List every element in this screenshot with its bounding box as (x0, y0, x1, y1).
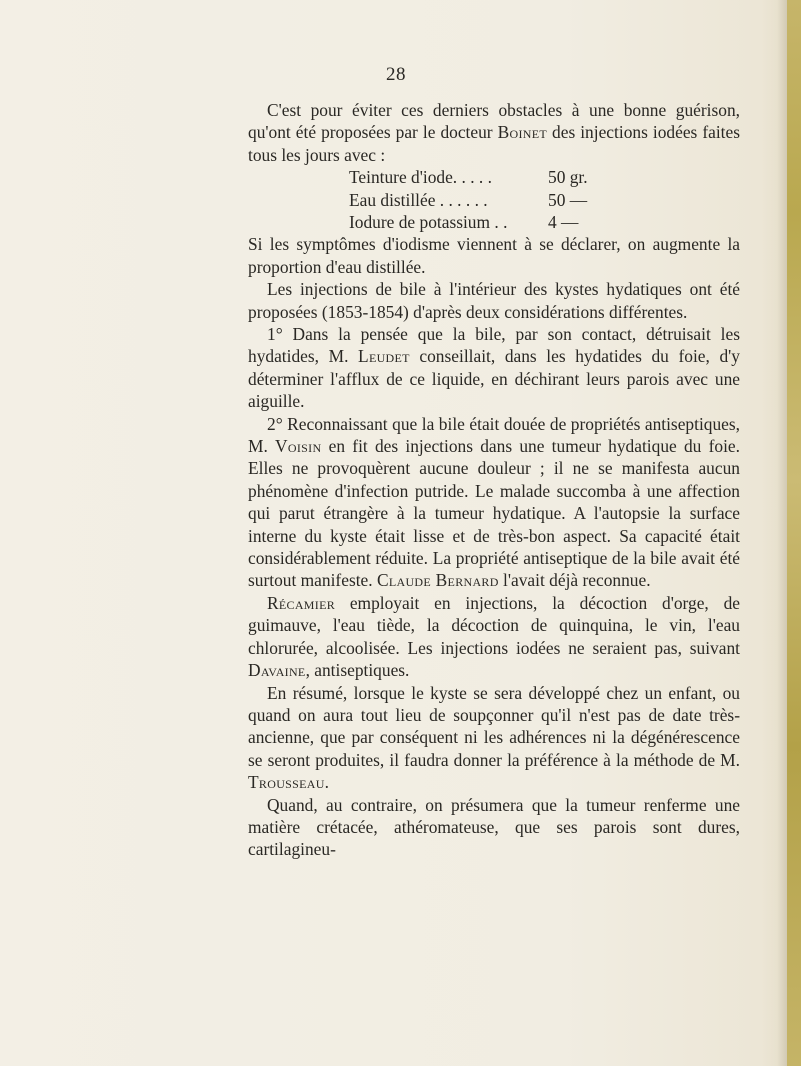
paragraph-1-text-end: des injections iodées faites tous les jours avec : (248, 122, 740, 165)
paragraph-7 (248, 682, 740, 794)
paragraph-4-text: 1° Dans la pensée que la bile, par son contact, détruisait les hydatides, M. (248, 324, 740, 367)
page-number: 28 (386, 64, 406, 85)
author-name-trousseau: Trousseau (248, 772, 325, 793)
paragraph-5-text-end: l'avait déjà reconnue. (498, 570, 651, 591)
author-name-recamier: Récamier (267, 592, 335, 613)
paragraph-6-text-end: , antiseptiques. (305, 660, 410, 681)
paragraph-3: Les injections de bile à l'intérieur des kystes hydatiques ont été proposées (1853-1854) d'après deux considérations différentes. (248, 279, 740, 322)
paragraph-7-text: En résumé, lorsque le kyste se sera développé chez un enfant, ou quand on aura tout lieu de soupçonner qu'il n'est pas de date très-ancienne, que par conséquent ni les adhérences ni la dégénérescence se seront produites, il faudra donner la préférence à la méthode de M. (248, 682, 740, 770)
page-edge-shadow (777, 0, 787, 1066)
author-name-leudet: Leudet (358, 346, 410, 367)
paragraph-5-text-middle: en fit des injections dans une tumeur hydatique du foie. Elles ne provoquèrent aucune douleur ; il ne se manifesta aucun phénomène d'infection putride. Le malade succomba à une affection qui parut étrangère à la tumeur hydatique. A l'autopsie la surface interne du kyste était lisse et de très-bon aspect. Sa capacité était considérablement réduite. La propriété antiseptique de la bile avait été surtout manifeste. (248, 436, 740, 591)
paragraph-1 (248, 99, 740, 166)
recipe-ingredient: Eau distillée . . . . . . (349, 189, 488, 210)
paragraph-5-text: 2° Reconnaissant que la bile était douée de propriétés antiseptiques, M. (248, 413, 740, 457)
author-name-davaine: Davaine (248, 660, 306, 681)
recipe-ingredient: Teinture d'iode. . . . . (349, 167, 492, 188)
recipe-quantity: 4 — (548, 212, 579, 232)
paragraph-8: Quand, au contraire, on présumera que la tumeur renferme une matière crétacée, athéromateuse, que ses parois sont dures, cartilagineu- (248, 794, 740, 860)
paragraph-7-text-end: . (324, 772, 330, 793)
paragraph-4-text-end: conseillait, dans les hydatides du foie, d'y déterminer l'afflux de ce liquide, en déchirant leurs parois avec une aiguille. (248, 346, 740, 412)
recipe-item (248, 189, 740, 211)
paragraph-2: Si les symptômes d'iodisme viennent à se déclarer, on augmente la proportion d'eau distillée. (248, 234, 740, 277)
paragraph-5 (248, 413, 740, 592)
paragraph-6 (248, 592, 740, 682)
recipe-item (248, 166, 740, 188)
recipe-list (248, 166, 740, 233)
author-name-voisin: Voisin (275, 436, 322, 457)
recipe-quantity: 50 — (548, 189, 588, 210)
recipe-ingredient: Iodure de potassium . . (349, 212, 508, 232)
paragraph-1-text: C'est pour éviter ces derniers obstacles à une bonne guérison, qu'ont été proposées par le docteur (248, 100, 740, 143)
recipe-item (248, 211, 740, 233)
recipe-quantity: 50 gr. (548, 167, 588, 188)
paragraph-6-text: employait en injections, la décoction d'orge, de guimauve, l'eau tiède, la décoction de quinquina, le vin, l'eau chlorurée, alcoolisée. Les injections iodées ne seraient pas, suivant (248, 592, 740, 658)
paragraph-4 (248, 323, 740, 413)
author-name-claude-bernard: Claude Bernard (376, 570, 499, 591)
body-text (248, 99, 740, 861)
page-edge (787, 0, 801, 1066)
author-name-boinet: Boinet (497, 122, 547, 143)
